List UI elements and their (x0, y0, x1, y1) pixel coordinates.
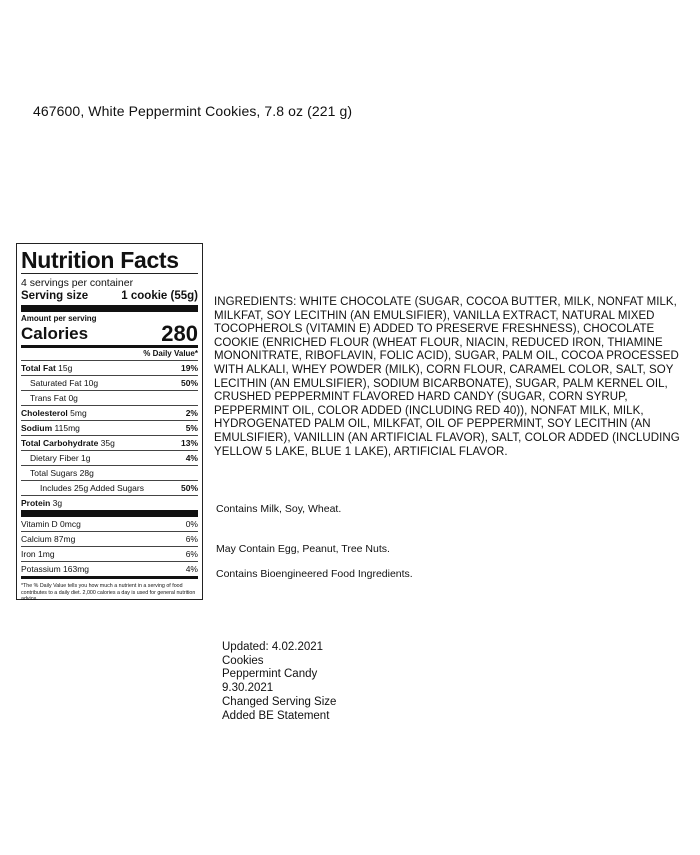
update-note-line: Changed Serving Size (222, 695, 337, 708)
nutrient-row-sodium (21, 420, 198, 435)
nutrient-amount: 115mg (54, 423, 80, 433)
nutrient-dv: 13% (180, 438, 198, 448)
nutrition-facts-title: Nutrition Facts (21, 247, 179, 273)
vitamin-dv: 6% (185, 534, 198, 544)
update-note-line: 9.30.2021 (222, 682, 274, 695)
nutrient-label: Total Carbohydrate (21, 438, 99, 448)
allergen-may-contain: May Contain Egg, Peanut, Tree Nuts. (216, 543, 390, 555)
nutrient-amount: 5mg (70, 408, 87, 418)
vitamin-dv: 0% (185, 519, 198, 529)
nutrient-row-saturated-fat (21, 375, 198, 390)
vitamin-label: Potassium 163mg (21, 564, 90, 574)
nutrient-dv: 2% (185, 408, 198, 418)
nutrient-dv: 19% (180, 363, 198, 373)
ingredients-text: INGREDIENTS: WHITE CHOCOLATE (SUGAR, COCOA BUTTER, MILK, NONFAT MILK, MILKFAT, SOY LECITHIN (AN EMULSIFIER), VANILLA EXTRACT, NATURAL MIXED TOCOPHEROLS (VITAMIN E) ADDED TO PRESERVE FRESHNESS), CHOCOLATE COOKIE (ENRICHED FLOUR (WHEAT FLOUR, NIACIN, REDUCED IRON, THIAMINE MONONITRATE, RIBOFLAVIN, FOLIC ACID), SUGAR, PALM OIL, COCOA PROCESSED WITH ALKALI, WHEY POWDER (MILK), CORN FLOUR, CARAMEL COLOR, SALT, SOY LECITHIN (AN EMULSIFIER), SODIUM BICARBONATE), SUGAR, PALM KERNEL OIL, CRUSHED PEPPERMINT FLAVORED HARD CANDY (SUGAR, CORN SYRUP, PEPPERMINT OIL, COLOR ADDED (INCLUDING RED 40)), NONFAT MILK, MILK, HYDROGENATED PALM OIL, MILKFAT, OIL OF PEPPERMINT, SOY LECITHIN (AN EMULSIFIER), VANILLIN (AN ARTIFICIAL FLAVOR), SALT, COLOR ADDED (INCLUDING YELLOW 5 LAKE, BLUE 1 LAKE), ARTIFICIAL FLAVOR. (214, 296, 680, 458)
calories-label: Calories (21, 324, 89, 343)
nutrient-row-cholesterol (21, 405, 198, 420)
nutrient-label: Sodium (21, 423, 53, 433)
nutrition-facts-panel (16, 243, 203, 603)
calories-row (21, 321, 198, 346)
nutrient-row-total-carbohydrate (21, 435, 198, 450)
nutrient-row-dietary-fiber (21, 450, 198, 465)
vitamin-label: Vitamin D 0mcg (21, 519, 81, 529)
vitamin-row (21, 546, 198, 561)
nutrient-amount: 0g (68, 393, 78, 403)
nutrient-row-trans-fat (21, 390, 198, 405)
vitamin-label: Iron 1mg (21, 549, 55, 559)
update-note-line: Updated: 4.02.2021 (222, 641, 324, 653)
vitamin-row (21, 517, 198, 531)
serving-size-label: Serving size (21, 290, 89, 302)
vitamin-row (21, 561, 198, 576)
nutrient-amount: 10g (83, 378, 99, 388)
nutrient-dv: 50% (180, 378, 198, 388)
vitamin-label: Calcium 87mg (21, 534, 76, 544)
product-title: 467600, White Peppermint Cookies, 7.8 oz (221 g) (33, 103, 353, 119)
nutrient-dv: 5% (185, 423, 198, 433)
nutrient-label: Total Sugars (30, 468, 78, 478)
nutrient-amount: 3g (52, 498, 63, 508)
update-note-line: Peppermint Candy (222, 668, 318, 681)
nutrient-row-protein (21, 495, 198, 510)
nutrient-label: Total Fat (21, 363, 56, 373)
vitamin-dv: 6% (185, 549, 198, 559)
daily-value-footnote: *The % Daily Value tells you how much a nutrient in a serving of food contributes to a daily diet. 2,000 calories a day is used for general nutrition advice. (21, 583, 196, 603)
update-note-line: Cookies (222, 654, 264, 667)
nutrient-label: Cholesterol (21, 408, 68, 418)
nutrient-amount: 15g (58, 363, 73, 373)
vitamin-row (21, 531, 198, 546)
nutrient-row-total-fat (21, 360, 198, 375)
nutrient-label: Dietary Fiber (30, 453, 79, 463)
serving-size-value: 1 cookie (55g) (121, 290, 198, 302)
nutrient-amount: 35g (100, 438, 115, 448)
update-note-line: Added BE Statement (222, 709, 330, 722)
nutrient-label: Saturated Fat (30, 378, 82, 388)
nutrient-row-added-sugars (21, 480, 198, 495)
nutrient-label: Trans Fat (30, 393, 67, 403)
nutrient-label: Protein (21, 498, 51, 508)
nutrient-amount: 1g (81, 453, 91, 463)
nutrient-dv: 4% (185, 453, 198, 463)
nutrient-amount: 28g (79, 468, 94, 478)
bioengineered-statement: Contains Bioengineered Food Ingredients. (216, 568, 413, 580)
daily-value-header: % Daily Value* (143, 349, 198, 358)
amount-per-serving: Amount per serving (21, 314, 97, 323)
nutrient-dv: 50% (180, 483, 198, 493)
servings-per-container: 4 servings per container (21, 277, 134, 289)
calories-value: 280 (161, 321, 198, 346)
allergen-contains: Contains Milk, Soy, Wheat. (216, 503, 342, 515)
nutrient-label: Includes 25g Added Sugars (40, 483, 144, 493)
vitamin-dv: 4% (185, 564, 198, 574)
nutrient-row-total-sugars (21, 465, 198, 480)
vitamins-section (21, 517, 198, 576)
serving-size-row (21, 289, 198, 305)
update-notes (222, 641, 336, 723)
